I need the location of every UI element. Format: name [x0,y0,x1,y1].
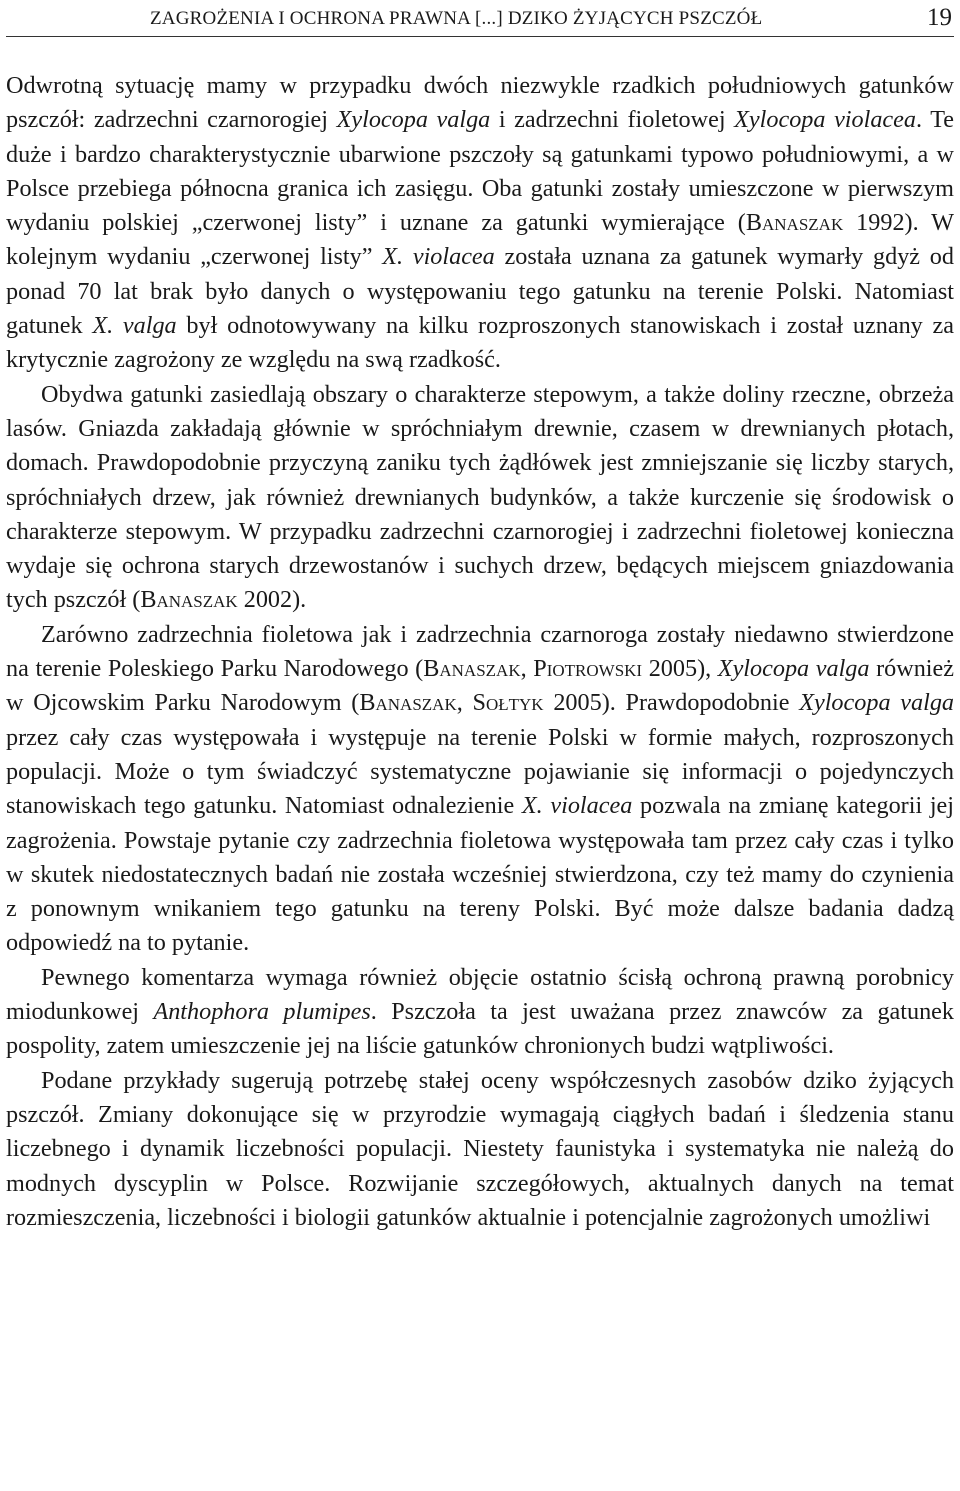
author-citation: Banaszak [359,689,457,717]
author-citation: Banaszak [745,209,844,237]
text-run: 2002). [237,586,307,614]
text-run: . Pszczoła ta jest uważana przez znawców za gatunek pospolity, zatem umieszczenie jej na liście gatunków chronionych budzi wątpliwości. [6,998,955,1060]
species-name: Xylocopa violacea [734,106,916,134]
paragraph [6,618,954,961]
species-name: Xylocopa valga [336,106,491,134]
species-name: Xylocopa valga [799,689,955,717]
species-name: Xylocopa valga [717,655,870,683]
author-citation: Sołtyk [472,689,544,717]
species-name: X. violacea [521,792,633,820]
text-run: . Te duże i bardzo charakterystycznie ubarwione pszczoły są gatunkami typowo południowymi, a w Polsce przebiega północna granica ich zasięgu. Oba gatunki zostały umieszczone w pierwszym wydaniu polskiej „czerwonej listy” i uznane za gatunki wymierające ( [6,106,955,237]
text-run: pozwala na zmianę kategorii jej zagrożenia. Powstaje pytanie czy zadrzechnia fioletowa występowała tam przez cały czas i tylko w skutek niedostatecznych badań nie została wcześniej stwierdzona, czy też mamy do czynienia z ponownym wnikaniem tego gatunku na tereny Polski. Być może dalsze badania dadzą odpowiedź na to pytanie. [6,792,955,957]
text-run: przez cały czas występowała i występuje na terenie Polski w formie małych, rozproszonych populacji. Może o tym świadczyć systematyczne pojawianie się informacji o pojedynczych stanowiskach tego gatunku. Natomiast odnalezienie [6,723,954,820]
paragraph [6,69,954,378]
paragraph [6,1064,954,1235]
text-run: , [456,689,473,717]
text-run: Obydwa gatunki zasiedlają obszary o charakterze stepowym, a także doliny rzeczne, obrzeża lasów. Gniazda zakładają głównie w spróchniałym drewnie, czasem w drewnianych płotach, domach. Prawdopodobnie przyczyną zaniku tych żądłówek jest zmniejszanie się liczby starych, spróchniałych drzew, jak również drewnianych budynków, a także kurczenie się środowisk o charakterze stepowym. W przypadku zadrzechni czarnorogiej i zadrzechni fioletowej konieczna wydaje się ochrona starych drzewostanów i suchych drzew, będących miejscem gniazdowania tych pszczół ( [6,380,954,614]
text-run: , [520,655,534,683]
running-header [6,4,954,37]
author-citation: Piotrowski [533,655,643,683]
text-run: 1992). W kolejnym wydaniu „czerwonej listy” [6,209,955,271]
paragraph [6,961,954,1064]
text-run: i zadrzechni fioletowej [490,106,735,134]
body-text [6,69,954,1235]
text-run: Odwrotną sytuację mamy w przypadku dwóch niezwykle rzadkich południowych gatunków pszczół: zadrzechni czarnorogiej [6,72,954,134]
text-run: 2005), [642,655,718,683]
species-name: X. violacea [382,243,495,271]
text-run: był odnotowywany na kilku rozproszonych stanowiskach i został uznany za krytycznie zagrożony ze względu na swą rzadkość. [6,312,954,374]
text-run: Podane przykłady sugerują potrzebę stałej oceny współczesnych zasobów dziko żyjących pszczół. Zmiany dokonujące się w przyrodzie wymagają ciągłych badań i śledzenia stanu liczebnego i dynamik liczebności populacji. Niestety faunistyka i systematyka nie należą do modnych dyscyplin w Polsce. Rozwijanie szczegółowych, aktualnych danych na temat rozmieszczenia, liczebności i biologii gatunków aktualnie i potencjalnie zagrożonych umożliwi [6,1066,954,1231]
text-run: została uznana za gatunek wymarły gdyż od ponad 70 lat brak było danych o występowaniu tego gatunku na terenie Polski. Natomiast gatunek [6,243,954,340]
text-run: również w Ojcowskim Parku Narodowym ( [6,655,954,717]
text-run: 2005). Prawdopodobnie [543,689,800,717]
running-title: ZAGROŻENIA I OCHRONA PRAWNA [...] DZIKO ŻYJĄCYCH PSZCZÓŁ [150,8,763,29]
author-citation: Banaszak [140,586,238,614]
text-run: Pewnego komentarza wymaga również objęcie ostatnio ścisłą ochroną prawną porobnicy miodunkowej [6,963,954,1026]
species-name: Anthophora plumipes [153,998,371,1026]
page-number: 19 [927,4,952,31]
author-citation: Banaszak [423,655,521,683]
paragraph [6,378,954,618]
species-name: X. valga [92,312,177,340]
text-run: Zarówno zadrzechnia fioletowa jak i zadrzechnia czarnoroga zostały niedawno stwierdzone na terenie Poleskiego Parku Narodowego ( [6,620,954,683]
